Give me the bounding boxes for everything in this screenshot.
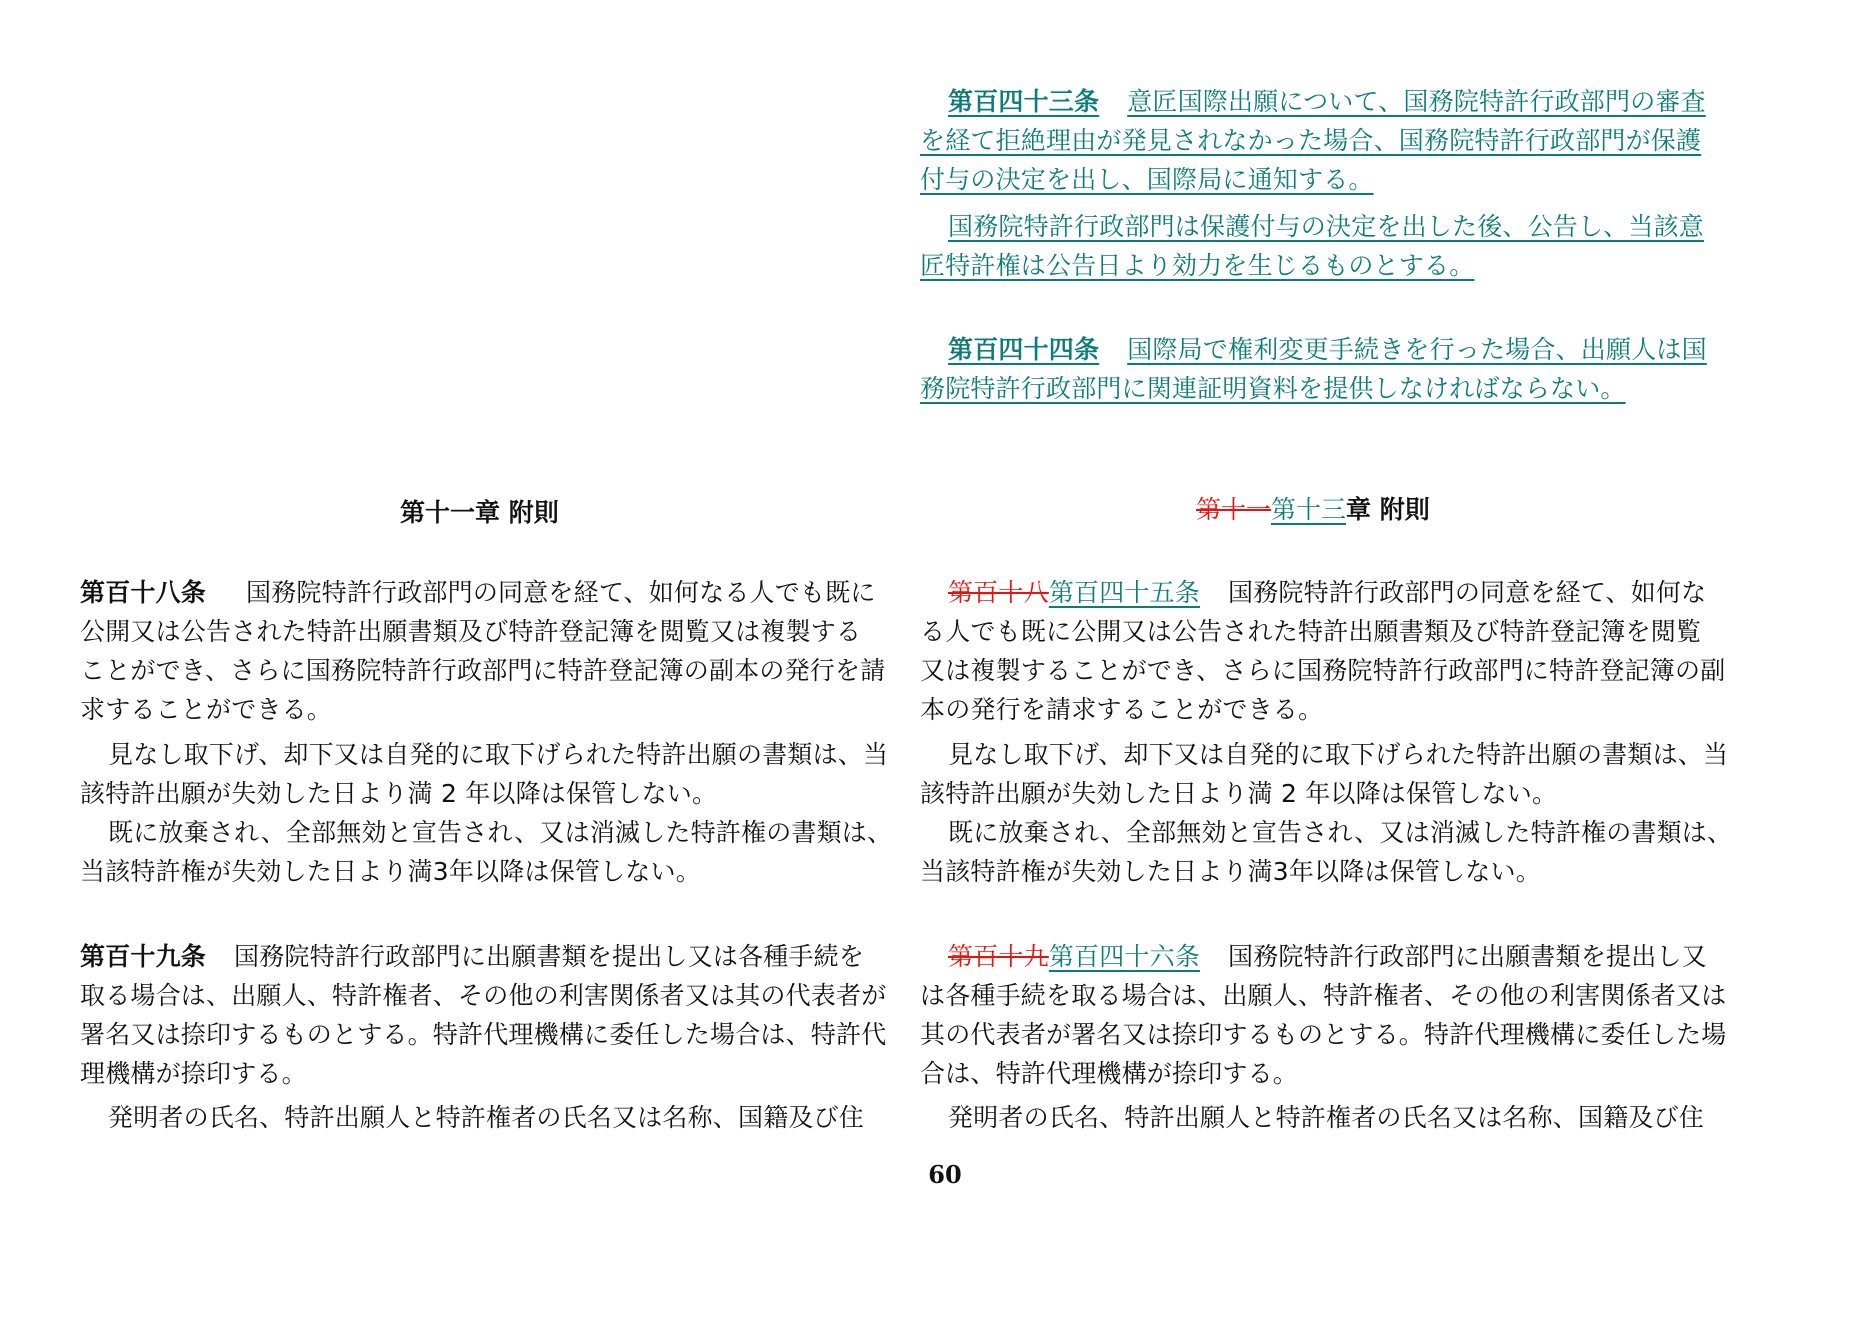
article-145-deleted-label: 第百十八 xyxy=(948,578,1049,607)
article-143-para2-line-1: 国務院特許行政部門は保護付与の決定を出した後、公告し、当該意 xyxy=(948,212,1705,241)
article-145-line-3: 又は複製することができ、さらに国務院特許行政部門に特許登記簿の副 xyxy=(920,656,1726,685)
article-145-line-4: 本の発行を請求することができる。 xyxy=(920,695,1324,724)
article-145-para3-line-2: 当該特許権が失効した日より満3年以降は保管しない。 xyxy=(920,857,1541,886)
article-145-inserted-label: 第百四十五条 xyxy=(1048,578,1201,607)
article-143-line-1: 第百四十三条 意匠国際出願について、国務院特許行政部門の審査 xyxy=(948,87,1706,116)
article-143-para2-line-2: 匠特許権は公告日より効力を生じるものとする。 xyxy=(920,251,1475,280)
article-118-para2-line-2: 該特許出願が失効した日より満 2 年以降は保管しない。 xyxy=(80,779,718,808)
article-146-line-3: 其の代表者が署名又は捺印するものとする。特許代理機構に委任した場 xyxy=(920,1020,1727,1049)
article-118-para2-line-1: 見なし取下げ、却下又は自発的に取下げられた特許出願の書類は、当 xyxy=(108,740,889,769)
article-144-line-2: 務院特許行政部門に関連証明資料を提供しなければならない。 xyxy=(920,374,1626,403)
article-146-line-4: 合は、特許代理機構が捺印する。 xyxy=(920,1059,1299,1088)
article-145-para2-line-1: 見なし取下げ、却下又は自発的に取下げられた特許出願の書類は、当 xyxy=(948,740,1729,769)
article-118-line-3: ことができ、さらに国務院特許行政部門に特許登記簿の副本の発行を請 xyxy=(80,656,886,685)
page-number: 60 xyxy=(928,1160,962,1189)
article-118-line-2: 公開又は公告された特許出願書類及び特許登記簿を閲覧又は複製する xyxy=(80,617,862,646)
article-118-label: 第百十八条 xyxy=(80,578,207,607)
article-144-label: 第百四十四条 xyxy=(948,335,1100,364)
article-143-line-3: 付与の決定を出し、国際局に通知する。 xyxy=(920,165,1374,194)
chapter-heading-inserted: 第十三 xyxy=(1271,495,1347,524)
article-119-line-4: 理機構が捺印する。 xyxy=(80,1059,307,1088)
article-145-line-1: 第百十八第百四十五条 国務院特許行政部門の同意を経て、如何な xyxy=(948,578,1707,607)
right-chapter-heading xyxy=(1196,490,1430,530)
article-119-line-3: 署名又は捺印するものとする。特許代理機構に委任した場合は、特許代 xyxy=(80,1020,887,1049)
article-146-line-2: は各種手続を取る場合は、出願人、特許権者、その他の利害関係者又は xyxy=(920,981,1727,1010)
article-145-line-2: る人でも既に公開又は公告された特許出願書類及び特許登記簿を閲覧 xyxy=(920,617,1702,646)
article-118-line-4: 求することができる。 xyxy=(80,695,333,724)
article-119-para2-line-1: 発明者の氏名、特許出願人と特許権者の氏名又は名称、国籍及び住 xyxy=(108,1103,865,1132)
left-chapter-heading: 第十一章 附則 xyxy=(400,498,559,527)
article-146-para2-line-1: 発明者の氏名、特許出願人と特許権者の氏名又は名称、国籍及び住 xyxy=(948,1103,1705,1132)
article-143-line-2: を経て拒絶理由が発見されなかった場合、国務院特許行政部門が保護 xyxy=(920,126,1702,155)
article-118-line-1: 第百十八条 国務院特許行政部門の同意を経て、如何なる人でも既に xyxy=(80,578,876,607)
article-119-line-1: 第百十九条 国務院特許行政部門に出願書類を提出し又は各種手続を xyxy=(80,942,865,971)
article-145-para3-line-1: 既に放棄され、全部無効と宣告され、又は消滅した特許権の書類は、 xyxy=(948,818,1733,847)
article-146-inserted-label: 第百四十六条 xyxy=(1048,942,1201,971)
article-144-line-1: 第百四十四条 国際局で権利変更手続きを行った場合、出願人は国 xyxy=(948,335,1707,364)
article-143-label: 第百四十三条 xyxy=(948,87,1100,116)
article-146-line-1: 第百十九第百四十六条 国務院特許行政部門に出願書類を提出し又 xyxy=(948,942,1707,971)
article-146-deleted-label: 第百十九 xyxy=(948,942,1049,971)
article-118-para3-line-2: 当該特許権が失効した日より満3年以降は保管しない。 xyxy=(80,857,701,886)
article-118-para3-line-1: 既に放棄され、全部無効と宣告され、又は消滅した特許権の書類は、 xyxy=(108,818,893,847)
article-145-para2-line-2: 該特許出願が失効した日より満 2 年以降は保管しない。 xyxy=(920,779,1558,808)
chapter-heading-rest: 章 附則 xyxy=(1346,495,1430,524)
article-119-label: 第百十九条 xyxy=(80,942,207,971)
article-119-line-2: 取る場合は、出願人、特許権者、その他の利害関係者又は其の代表者が xyxy=(80,981,887,1010)
chapter-heading-deleted: 第十一 xyxy=(1196,495,1272,524)
